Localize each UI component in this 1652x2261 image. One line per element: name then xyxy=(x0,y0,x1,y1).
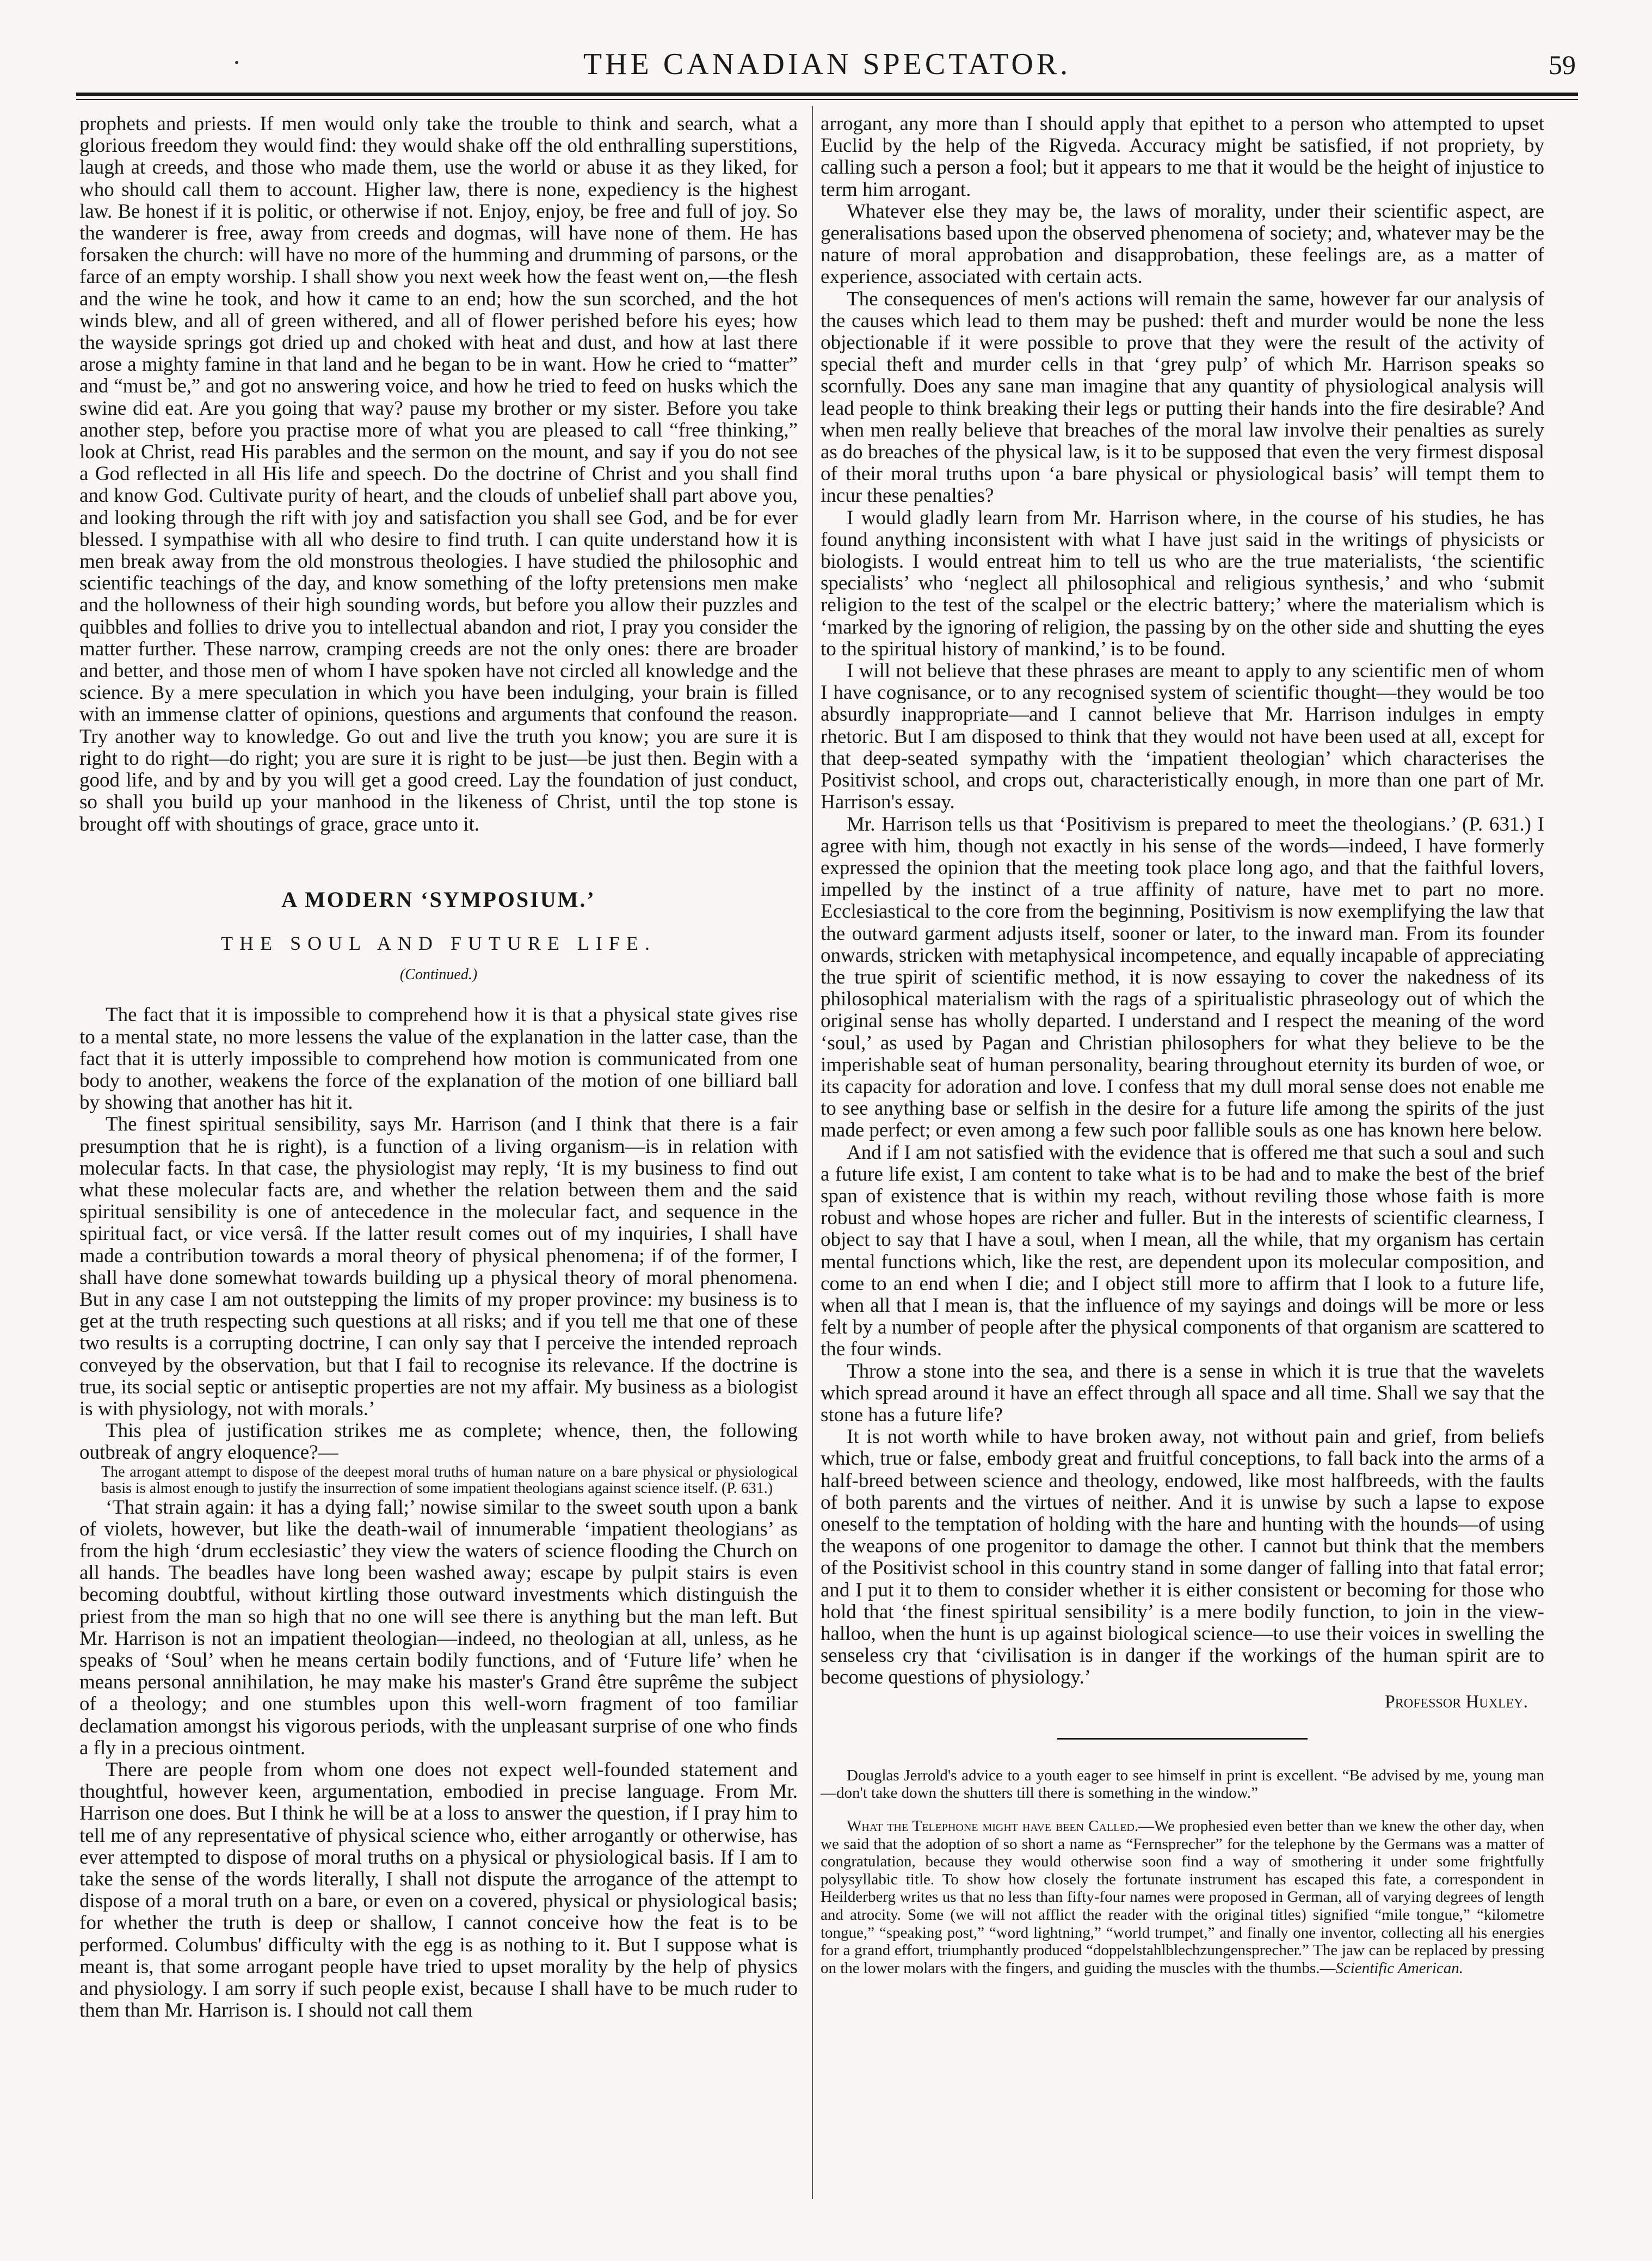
section-title: A MODERN ‘SYMPOSIUM.’ xyxy=(281,887,596,912)
note-paragraph: Douglas Jerrold's advice to a youth eager to see himself in print is excellent. “Be advised by me, young man—don't take down the shutters till there is something in the window.” xyxy=(821,1766,1544,1802)
paragraph: It is not worth while to have broken away, not without pain and grief, from beliefs which, true or false, embody great and fruitful conceptions, to fall back into the arms of a half-breed between science and theology, endowed, like most halfbreeds, with the faults of both parents and the virtues of neither. And it is unwise by such a lapse to expose oneself to the temptation of holding with the hare and hunting with the hounds—of using the weapons of one progenitor to damage the other. I cannot but think that the members of the Positivist school in this country stand in some danger of falling into that fatal error; and I put it to them to consider whether it is either consistent or becoming for those who hold that ‘the finest spiritual sensibility’ is a mere bodily function, to join in the view-halloo, when the hunt is up against biological science—to use their voices in swelling the senseless cry that ‘civilisation is in danger if the workings of the human spirit are to become questions of physiology.’ xyxy=(821,1426,1544,1689)
page-number: 59 xyxy=(1549,50,1576,80)
note-gap xyxy=(821,1802,1544,1817)
note-heading: What the Telephone might have been Called. xyxy=(847,1817,1139,1835)
note-body: —We prophesied even better than we knew the other day, when we said that the adoption of so short a name as “Fernsprecher” for the telephone by the Germans was a matter of congratulation, because they would otherwise soon find a way of smothering it under some frightfully polysyllabic title. To show how closely the fortunate instrument has escaped this fate, a correspondent in Heilderberg writes us that no less than fifty-four names were proposed in German, all of varying degrees of length and atrocity. Some (we will not afflict the reader with the original titles) signified “mile tongue,” “kilometre tongue,” “speaking post,” “word lightning,” “world trumpet,” and finally one inventor, collecting all his energies for a grand effort, triumphantly produced “doppelstahlblechzungensprecher.” The jaw can be replaced by pressing on the lower molars with the fingers, and guiding the muscles with the thumbs.— xyxy=(821,1817,1545,1977)
notes-section xyxy=(821,1767,1544,1977)
paragraph: The consequences of men's actions will remain the same, however far our analysis of the causes which lead to them may be pushed: theft and murder would be none the less objectionable if it were possible to prove that they were the result of the activity of special theft and murder cells in that ‘grey pulp’ of which Mr. Harrison speaks so scornfully. Does any sane man imagine that any quantity of physiological analysis will lead people to think breaking their legs or putting their hands into the fire desirable? And when men really believe that breaches of the moral law involve their penalties as surely as do breaches of the physical law, is it to be supposed that even the very firmest disposal of their moral truths upon ‘a bare physical or physiological basis’ will tempt them to incur these penalties? xyxy=(821,287,1544,507)
page-header xyxy=(76,44,1578,87)
right-column xyxy=(821,113,1544,1977)
article-continuation: prophets and priests. If men would only take the trouble to think and search, what a glorious freedom they would find: they would shake off the old enthralling superstitions, laugh at creeds, and those who made them, use the world or abuse it as they liked, for who should call them to account. Higher law, there is none, expediency is the highest law. Be honest if it is politic, or otherwise if not. Enjoy, enjoy, be free and full of joy. So the wanderer is free, away from creeds and dogmas, will have none of them. He has forsaken the church: will have no more of the humming and drumming of parsons, or the farce of an empty worship. I shall show you next week how the feast went on,—the flesh and the wine he took, and how it came to an end; how the sun scorched, and the hot winds blew, and all of green withered, and all of flower perished before his eyes; how the wayside springs got dried up and choked with heat and dust, and how at last there arose a mighty famine in that land and he began to be in want. How he cried to “matter” and “must be,” and got no answering voice, and how he tried to feed on husks which the swine did eat. Are you going that way? pause my brother or my sister. Before you take another step, before you practise more of what you are pleased to call “free thinking,” look at Christ, read His parables and the sermon on the mount, and say if you do not see a God reflected in all His life and speech. Do the doctrine of Christ and you shall find and know God. Cultivate purity of heart, and the clouds of unbelief shall part above you, and looking through the rift with joy and satisfaction you shall see God, and be for ever blessed. I sympathise with all who desire to find truth. I can quite understand how it is men break away from the old monstrous theologies. I have studied the philosophic and scientific teachings of the day, and know something of the lofty pretensions men make and the hollowness of their high sounding words, but before you allow their puzzles and quibbles and follies to drive you to intellectual abandon and riot, I pray you consider the matter further. These narrow, cramping creeds are not the only ones: there are broader and better, and those men of whom I have spoken have not circled all knowledge and the science. By a mere speculation in which you have been indulging, your brain is filled with an immense clatter of opinions, questions and arguments that confound the reason. Try another way to knowledge. Go out and live the truth you know; you are sure it is right to do right—do right; you are sure it is right to be just—be just then. Begin with a good life, and by and by you will get a good creed. Lay the foundation of just conduct, so shall you build up your manhood in the likeness of Christ, until the top stone is brought off with shoutings of grace, grace unto it. xyxy=(79,113,798,835)
paragraph: This plea of justification strikes me as complete; whence, then, the following outbreak of angry eloquence?— xyxy=(79,1420,798,1464)
paragraph: Whatever else they may be, the laws of morality, under their scientific aspect, are generalisations based upon the observed phenomena of society; and, whatever may be the nature of moral approbation and disapprobation, these feelings are, as a matter of experience, associated with certain acts. xyxy=(821,200,1544,288)
paragraph: There are people from whom one does not expect well-founded statement and thoughtful, however keen, argumentation, embodied in precise language. From Mr. Harrison one does. But I think he will be at a loss to answer the question, if I pray him to tell me of any representative of physical science who, either arrogantly or otherwise, has ever attempted to dispose of moral truths on a physical or physiological basis. If I am to take the sense of the words literally, I shall not dispute the arrogance of the attempt to dispose of a moral truth on a bare, or even on a covered, physical or physiological basis; for whether the truth is deep or shallow, I cannot conceive how the feat is to be performed. Columbus' difficulty with the egg is as nothing to it. But I suppose what is meant is, that some arrogant people have tried to upset morality by the help of physics and physiology. I am sorry if such people exist, because I shall have to be much ruder to them than Mr. Harrison is. I should not call them xyxy=(79,1759,798,2022)
header-rule-thick xyxy=(76,93,1578,96)
author-signature: Professor Huxley. xyxy=(1384,1691,1528,1712)
paragraph: I will not believe that these phrases are meant to apply to any scientific men of whom I have cognisance, or to any recognised system of scientific thought—they would be too absurdly inappropriate—and I cannot believe that Mr. Harrison indulges in empty rhetoric. But I am disposed to think that they would not have been used at all, except for that deep-seated sympathy with the ‘impatient theologian’ which characterises the Positivist school, and crops out, characteristically enough, in more than one part of Mr. Harrison's essay. xyxy=(821,660,1544,814)
block-quote: The arrogant attempt to dispose of the deepest moral truths of human nature on a bare physical or physiological basis is almost enough to justify the insurrection of some impatient theologians against science itself. (P. 631.) xyxy=(101,1463,798,1497)
continued-note: (Continued.) xyxy=(399,966,478,984)
left-column xyxy=(79,113,798,2022)
paragraph: arrogant, any more than I should apply that epithet to a person who attempted to upset Euclid by the help of the Rigveda. Accuracy might be satisfied, if not propriety, by calling such a person a fool; but it appears to me that it would be the height of injustice to term him arrogant. xyxy=(821,113,1544,201)
paragraph: I would gladly learn from Mr. Harrison where, in the course of his studies, he has found anything inconsistent with what I have just said in the writings of physicists or biologists. I would entreat him to tell us who are the true materialists, ‘the scientific specialists’ who ‘neglect all philosophical and religious synthesis,’ and who ‘submit religion to the test of the scalpel or the electric battery;’ where the materialism which is ‘marked by the ignoring of religion, the passing by on the other side and shutting the eyes to the spiritual history of mankind,’ is to be found. xyxy=(821,506,1544,660)
journal-title: THE CANADIAN SPECTATOR. xyxy=(583,47,1071,81)
paragraph: ‘That strain again: it has a dying fall;’ nowise similar to the sweet south upon a bank of violets, however, but like the death-wail of innumerable ‘impatient theologians’ as from the high ‘drum ecclesiastic’ they view the waters of science flooding the Church on all hands. The beadles have long been washed away; escape by pulpit stairs is even becoming doubtful, without kirtling those outward investments which distinguish the priest from the man so high that no one will see there is anything but the man left. But Mr. Harrison is not an impatient theologian—indeed, no theologian at all, unless, as he speaks of ‘Soul’ when he means certain bodily functions, and of ‘Future life’ when he means personal annihilation, he may make his master's Grand être suprême the subject of a theology; and one stumbles upon this well-worn fragment of too familiar declamation amongst his vigorous periods, with the unpleasant surprise of one who finds a fly in a precious ointment. xyxy=(79,1496,798,1759)
paragraph: The finest spiritual sensibility, says Mr. Harrison (and I think that there is a fair presumption that he is right), is a function of a living organism—is in relation with molecular facts. In that case, the physiologist may reply, ‘It is my business to find out what these molecular facts are, and whether the relation between them and the said spiritual sensibility is one of antecedence in the molecular fact, and sequence in the spiritual fact, or vice versâ. If the latter result comes out of my inquiries, I shall have made a contribution towards a moral theory of physical phenomena; if of the former, I shall have done somewhat towards building up a physical theory of moral phenomena. But in any case I am not outstepping the limits of my proper province: my business is to get at the truth respecting such questions at all risks; and if you tell me that one of these two results is a corrupting doctrine, I can only say that I perceive the intended reproach conveyed by the observation, but that I fail to recognise its relevance. If the doctrine is true, its social septic or antiseptic properties are not my affair. My business as a biologist is with physiology, not with morals.’ xyxy=(79,1113,798,1420)
note-paragraph xyxy=(821,1817,1544,1977)
header-rule-thin xyxy=(76,99,1578,100)
section-divider xyxy=(1057,1738,1308,1740)
paragraph: The fact that it is impossible to comprehend how it is that a physical state gives rise to a mental state, no more lessens the value of the explanation in the latter case, than the fact that it is utterly impossible to comprehend how motion is communicated from one body to another, weakens the force of the explanation of the motion of one billiard ball by showing that another has hit it. xyxy=(79,1004,798,1114)
column-divider xyxy=(812,106,813,2199)
paragraph: Throw a stone into the sea, and there is a sense in which it is true that the wavelets which spread around it have an effect through all space and all time. Shall we say that the stone has a future life? xyxy=(821,1360,1544,1426)
paragraph: Mr. Harrison tells us that ‘Positivism is prepared to meet the theologians.’ (P. 631.) I agree with him, though not exactly in his sense of the words—indeed, I have formerly expressed the opinion that the meeting took place long ago, and that the faithful lovers, impelled by the instinct of a true affinity of nature, have met to part no more. Ecclesiastical to the core from the beginning, Positivism is now exemplifying the law that the outward garment adjusts itself, sooner or later, to the inward man. From its founder onwards, stricken with metaphysical incompetence, and equally incapable of appreciating the true spirit of scientific method, it is now essaying to cover the nakedness of its philosophical materialism with the rags of a spiritualistic phraseology out of which the original sense has wholly departed. I understand and I respect the meaning of the word ‘soul,’ as used by Pagan and Christian philosophers for what they believe to be the imperishable seat of human personality, bearing throughout eternity its burden of woe, or its capacity for adoration and love. I confess that my dull moral sense does not enable me to see anything base or selfish in the desire for a future life among the spirits of the just made perfect; or even among a few such poor fallible souls as one has known here below. xyxy=(821,813,1544,1142)
note-source: Scientific American. xyxy=(1335,1959,1464,1977)
article-subtitle: THE SOUL AND FUTURE LIFE. xyxy=(221,932,656,954)
paragraph: And if I am not satisfied with the evidence that is offered me that such a soul and such a future life exist, I am content to take what is to be had and to make the best of the brief span of existence that is within my reach, without reviling those whose faith is more robust and whose hopes are richer and fuller. But in the interests of scientific clearness, I object to say that I have a soul, when I mean, all the while, that my organism has certain mental functions which, like the rest, are dependent upon its molecular composition, and come to an end when I die; and I object still more to affirm that I look to a future life, when all that I mean is, that the influence of my sayings and doings will be more or less felt by a number of people after the physical components of that organism are scattered to the four winds. xyxy=(821,1141,1544,1361)
